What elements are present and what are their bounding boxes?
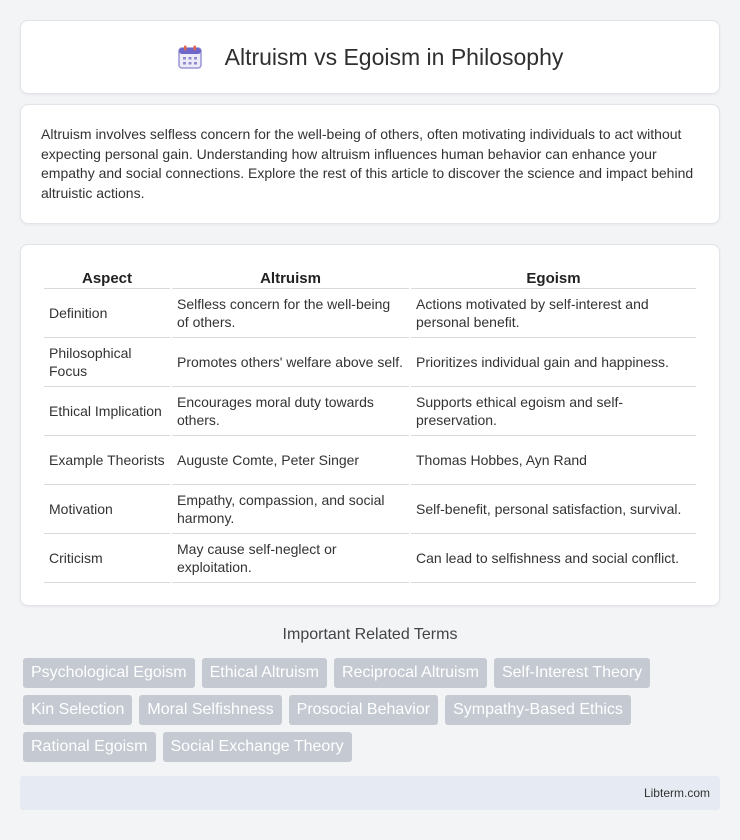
page-title: Altruism vs Egoism in Philosophy bbox=[224, 43, 564, 70]
cell-aspect: Motivation bbox=[44, 485, 170, 534]
table-header-row bbox=[44, 265, 696, 289]
table-row bbox=[44, 289, 696, 338]
cell-altruism: Selfless concern for the well-being of others. bbox=[172, 289, 409, 338]
tag-row bbox=[23, 658, 723, 688]
tag-row bbox=[23, 732, 723, 762]
cell-egoism: Prioritizes individual gain and happiness. bbox=[411, 338, 696, 387]
related-term-tag[interactable]: Reciprocal Altruism bbox=[334, 658, 487, 688]
comparison-table-card bbox=[20, 244, 720, 606]
cell-aspect: Definition bbox=[44, 289, 170, 338]
related-term-tag[interactable]: Psychological Egoism bbox=[23, 658, 195, 688]
related-term-tag[interactable]: Ethical Altruism bbox=[202, 658, 327, 688]
cell-altruism: May cause self-neglect or exploitation. bbox=[172, 534, 409, 583]
cell-altruism: Promotes others' welfare above self. bbox=[172, 338, 409, 387]
table-row bbox=[44, 534, 696, 583]
header-egoism: Egoism bbox=[411, 265, 696, 289]
cell-egoism: Thomas Hobbes, Ayn Rand bbox=[411, 436, 696, 485]
footer-site-link[interactable]: Libterm.com bbox=[643, 786, 710, 800]
related-term-tag[interactable]: Rational Egoism bbox=[23, 732, 156, 762]
related-term-tag[interactable]: Kin Selection bbox=[23, 695, 132, 725]
cell-egoism: Self-benefit, personal satisfaction, survival. bbox=[411, 485, 696, 534]
tag-row bbox=[23, 695, 723, 725]
related-term-tag[interactable]: Prosocial Behavior bbox=[289, 695, 438, 725]
cell-egoism: Supports ethical egoism and self-preservation. bbox=[411, 387, 696, 436]
cell-egoism: Can lead to selfishness and social conflict. bbox=[411, 534, 696, 583]
footer bbox=[20, 776, 720, 810]
cell-aspect: Ethical Implication bbox=[44, 387, 170, 436]
cell-aspect: Philosophical Focus bbox=[44, 338, 170, 387]
intro-text: Altruism involves selfless concern for the well-being of others, often motivating individuals to act without expecting personal gain. Understanding how altruism influences human behavior can enhance your empathy and social connections. Explore the rest of this article to discover the science and impact behind altruistic actions. bbox=[41, 126, 694, 201]
cell-altruism: Encourages moral duty towards others. bbox=[172, 387, 409, 436]
title-card bbox=[20, 20, 720, 94]
cell-altruism: Auguste Comte, Peter Singer bbox=[172, 436, 409, 485]
cell-aspect: Criticism bbox=[44, 534, 170, 583]
table-row bbox=[44, 485, 696, 534]
calendar-icon bbox=[177, 44, 203, 70]
related-term-tag[interactable]: Social Exchange Theory bbox=[163, 732, 352, 762]
cell-aspect: Example Theorists bbox=[44, 436, 170, 485]
related-terms-list bbox=[23, 658, 723, 769]
header-altruism: Altruism bbox=[172, 265, 409, 289]
comparison-table bbox=[42, 265, 698, 583]
related-term-tag[interactable]: Self-Interest Theory bbox=[494, 658, 650, 688]
related-terms-heading: Important Related Terms bbox=[282, 626, 458, 643]
table-row bbox=[44, 387, 696, 436]
intro-card bbox=[20, 104, 720, 224]
header-aspect: Aspect bbox=[44, 265, 170, 289]
cell-egoism: Actions motivated by self-interest and personal benefit. bbox=[411, 289, 696, 338]
table-row bbox=[44, 338, 696, 387]
cell-altruism: Empathy, compassion, and social harmony. bbox=[172, 485, 409, 534]
related-term-tag[interactable]: Moral Selfishness bbox=[139, 695, 281, 725]
table-row bbox=[44, 436, 696, 485]
related-term-tag[interactable]: Sympathy-Based Ethics bbox=[445, 695, 631, 725]
